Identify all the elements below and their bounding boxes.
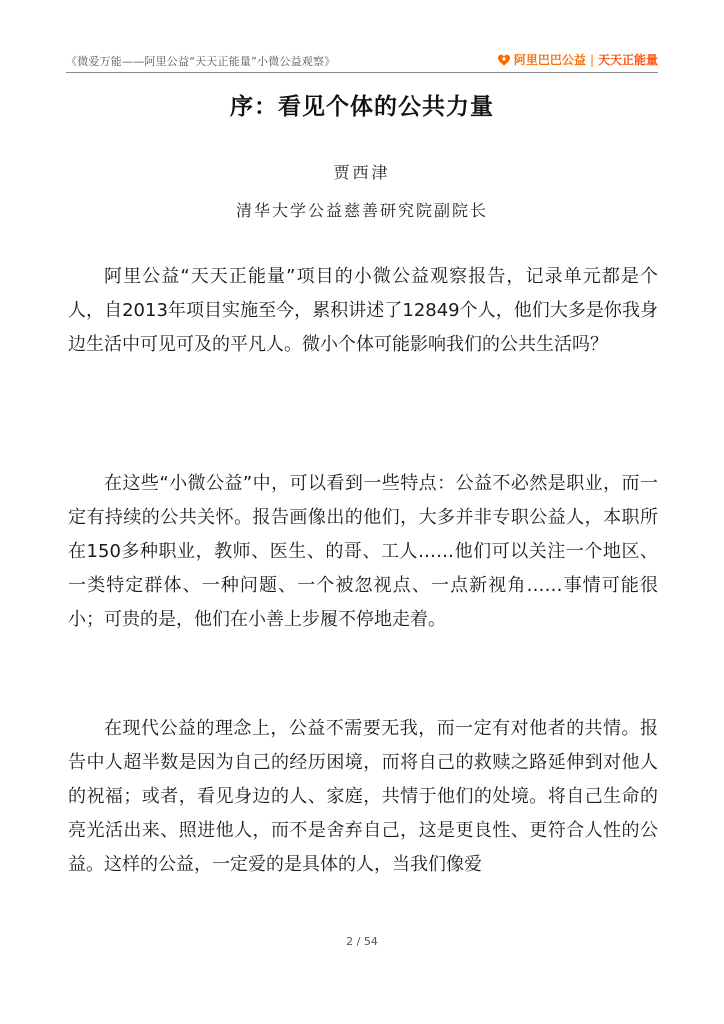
page-number: 2 / 54 (346, 935, 378, 948)
heart-logo-icon (497, 53, 511, 67)
logo-text-alibaba: 阿里巴巴公益 (513, 53, 586, 67)
author-affiliation: 清华大学公益慈善研究院副院长 (235, 201, 488, 220)
header-title: 《微爱万能——阿里公益“天天正能量”小微公益观察》 (66, 55, 336, 68)
author-name: 贾西津 (333, 163, 391, 182)
page-header (66, 50, 658, 73)
document-title: 序：看见个体的公共力量 (230, 94, 494, 120)
paragraph-3: 在现代公益的理念上，公益不需要无我，而一定有对他者的共情。报告中人超半数是因为自己的经历困境，而将自己的救赎之路延伸到对他人的祝福；或者，看见身边的人、家庭，共情于他们的处境。将自己生命的亮光活出来、照进他人，而不是舍弃自己，这是更良性、更符合人性的公益。这样的公益，一定爱的是具体的人，当我们像爱 (68, 718, 658, 875)
paragraph-2: 在这些“小微公益”中，可以看到一些特点：公益不必然是职业，而一定有持续的公共关怀。报告画像出的他们，大多并非专职公益人，本职所在150多种职业，教师、医生、的哥、工人……他们可以关注一个地区、一类特定群体、一种问题、一个被忽视点、一点新视角……事情可能很小；可贵的是，他们在小善上步履不停地走着。 (68, 473, 658, 630)
logo-text-tiantian: 天天正能量 (597, 53, 658, 67)
paragraph-1: 阿里公益“天天正能量”项目的小微公益观察报告，记录单元都是个人，自2013年项目实施至今，累积讲述了12849个人，他们大多是你我身边生活中可见可及的平凡人。微小个体可能影响我们的公共生活吗？ (68, 266, 658, 355)
logo-separator: | (589, 52, 594, 67)
brand-logo (497, 51, 658, 68)
